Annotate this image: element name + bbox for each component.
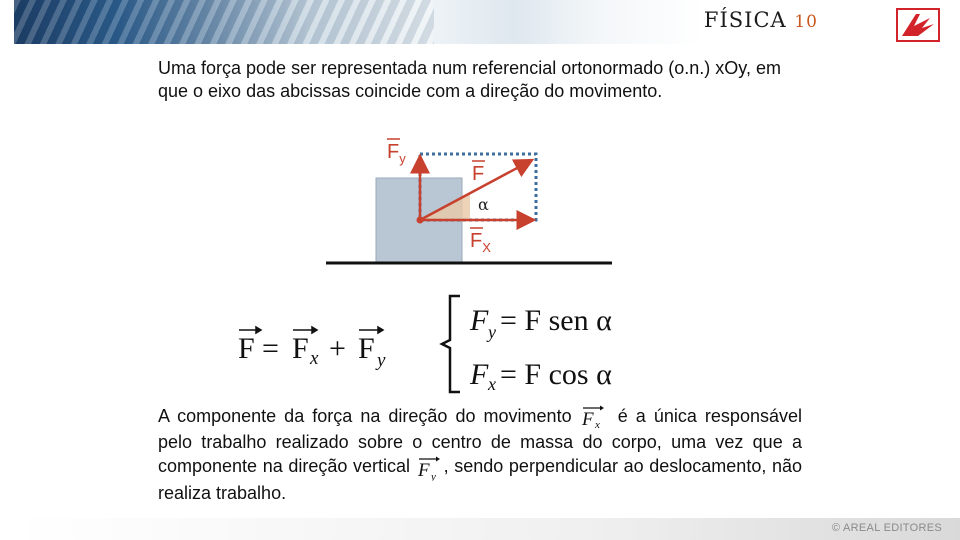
vector-sum-equation bbox=[236, 318, 396, 374]
svg-text:y: y bbox=[488, 322, 496, 342]
label-f: F bbox=[472, 163, 485, 185]
fy-equation-lhs: F bbox=[470, 304, 489, 337]
component-equation-system bbox=[432, 292, 652, 396]
svg-text:F: F bbox=[358, 332, 375, 365]
fx-vector-symbol bbox=[580, 404, 610, 430]
svg-text:F: F bbox=[238, 332, 255, 365]
closing-text-1: A componente da força na direção do movimento bbox=[158, 406, 572, 426]
svg-text:y: y bbox=[430, 470, 436, 481]
label-fx: $F_X$ bbox=[470, 230, 491, 255]
label-alpha: α bbox=[478, 195, 489, 214]
svg-text:x: x bbox=[488, 374, 496, 394]
fx-equation-rhs: = F cos α bbox=[500, 358, 612, 391]
force-decomposition-diagram bbox=[320, 130, 620, 270]
svg-text:x: x bbox=[594, 419, 600, 431]
book-title: FÍSICA 10 bbox=[703, 8, 818, 32]
svg-text:F: F bbox=[581, 409, 594, 431]
closing-text-2: é a única responsável pelo trabalho realizado sobre o centro de massa do corpo, uma vez que a componente na direção vertical bbox=[158, 406, 802, 477]
fy-equation-rhs: = F sen α bbox=[500, 304, 612, 337]
origin-point bbox=[417, 217, 424, 224]
footer-bar bbox=[14, 518, 960, 540]
svg-text:y: y bbox=[377, 350, 386, 371]
svg-text:+: + bbox=[329, 332, 346, 365]
fy-vector-symbol bbox=[416, 455, 444, 481]
copyright-text: © AREAL EDITORES bbox=[831, 522, 942, 534]
closing-paragraph bbox=[158, 404, 802, 505]
intro-paragraph: Uma força pode ser representada num referencial ortonormado (o.n.) xOy, em que o eixo das abcissas coincide com a direção do movimento. bbox=[158, 58, 781, 101]
svg-text:=: = bbox=[262, 332, 279, 365]
header-banner bbox=[14, 0, 878, 44]
svg-text:x: x bbox=[310, 348, 319, 369]
fx-equation-lhs: F bbox=[470, 358, 489, 391]
areal-editores-logo-icon bbox=[896, 8, 940, 42]
svg-text:F: F bbox=[417, 459, 430, 481]
system-brace bbox=[442, 296, 460, 392]
svg-text:F: F bbox=[292, 332, 309, 365]
label-fy: $F_y$ bbox=[387, 141, 406, 166]
closing-text-3: , sendo perpendicular ao deslocamento, não realiza trabalho. bbox=[158, 456, 802, 503]
